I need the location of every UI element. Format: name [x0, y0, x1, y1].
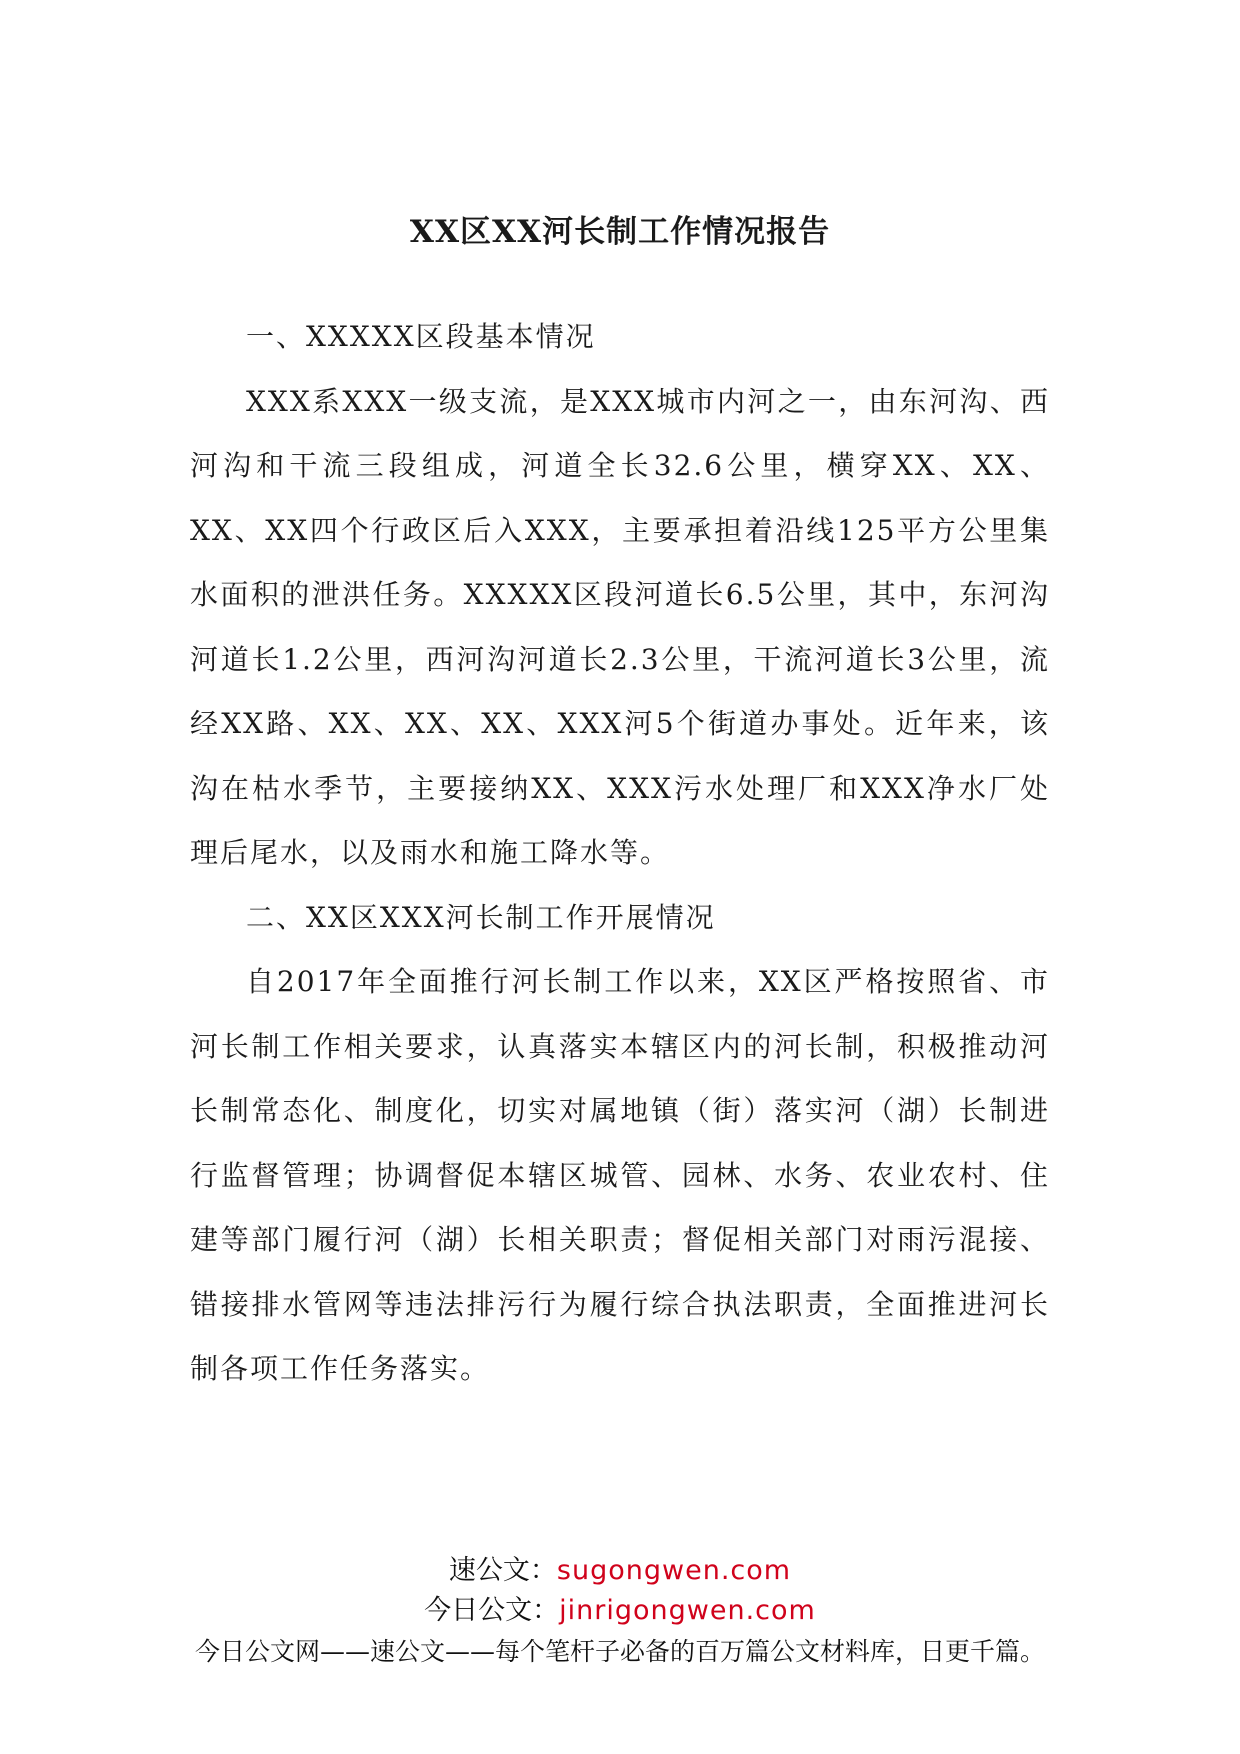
section-heading-2: 二、XX区XXX河长制工作开展情况	[246, 900, 716, 934]
footer-jinrigongwen	[0, 1588, 1240, 1627]
footer-link-jinrigongwen[interactable]: jinrigongwen.com	[559, 1595, 816, 1626]
footer-label-jinrigongwen: 今日公文：	[424, 1595, 560, 1626]
footer-tagline	[0, 1632, 1240, 1668]
footer-tagline-text: 今日公文网——速公文——每个笔杆子必备的百万篇公文材料库，日更千篇。	[194, 1637, 1045, 1666]
footer-label-sugongwen: 速公文：	[448, 1555, 557, 1586]
paragraph-work-progress: 自2017年全面推行河长制工作以来，XX区严格按照省、市河长制工作相关要求，认真落实本辖区内的河长制，积极推动河长制常态化、制度化，切实对属地镇（街）落实河（湖）长制进行监督管理；协调督促本辖区城管、园林、水务、农业农村、住建等部门履行河（湖）长相关职责；督促相关部门对雨污混接、错接排水管网等违法排污行为履行综合执法职责，全面推进河长制各项工作任务落实。	[190, 965, 1050, 1385]
paragraph-basic-info: XXX系XXX一级支流，是XXX城市内河之一，由东河沟、西河沟和干流三段组成，河道全长32.6公里，横穿XX、XX、XX、XX四个行政区后入XXX，主要承担着沿线125平方公里集水面积的泄洪任务。XXXXX区段河道长6.5公里，其中，东河沟河道长1.2公里，西河沟河道长2.3公里，干流河道长3公里，流经XX路、XX、XX、XX、XXX河5个街道办事处。近年来，该沟在枯水季节，主要接纳XX、XXX污水处理厂和XXX净水厂处理后尾水，以及雨水和施工降水等。	[190, 384, 1050, 869]
footer-sugongwen	[0, 1548, 1240, 1587]
footer-link-sugongwen[interactable]: sugongwen.com	[556, 1555, 792, 1586]
document-body	[190, 305, 1050, 1402]
section-heading-1: 一、XXXXX区段基本情况	[246, 320, 596, 353]
document-title: XX区XX河长制工作情况报告	[409, 214, 831, 250]
